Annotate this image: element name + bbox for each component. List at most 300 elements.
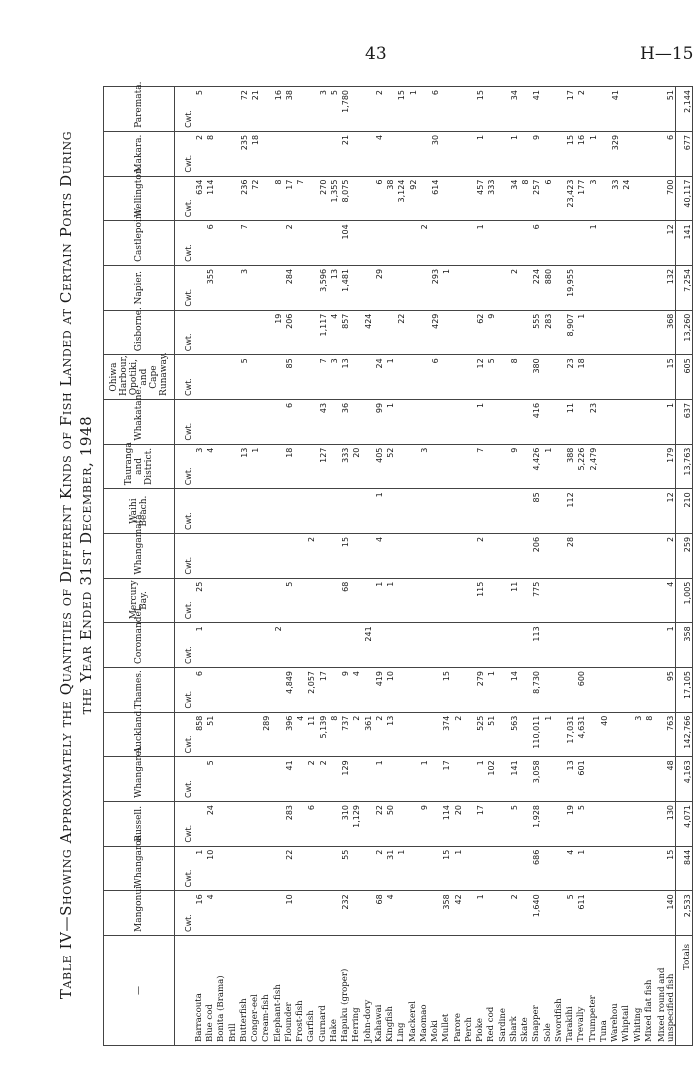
quantity-cell: 5 xyxy=(204,757,215,802)
quantity-cell: 17,031 xyxy=(564,712,575,757)
unit-cell: Cwt. xyxy=(175,623,193,668)
quantity-cell xyxy=(541,131,552,176)
quantity-cell xyxy=(395,265,406,310)
quantity-cell xyxy=(395,131,406,176)
quantity-cell xyxy=(361,757,372,802)
quantity-cell: 13 xyxy=(328,265,339,310)
quantity-cell xyxy=(418,265,429,310)
quantity-cell: 17 xyxy=(440,757,451,802)
port-header: Whangamata. xyxy=(104,533,175,578)
quantity-cell xyxy=(463,87,474,132)
quantity-cell xyxy=(519,87,530,132)
unit-row xyxy=(175,87,193,1046)
species-name: Garfish xyxy=(305,936,316,1046)
quantity-cell xyxy=(586,578,597,623)
table-row xyxy=(564,87,575,1046)
quantity-cell xyxy=(283,623,294,668)
total-cell: 677 xyxy=(676,131,693,176)
quantity-cell xyxy=(519,801,530,846)
quantity-cell xyxy=(643,757,654,802)
quantity-cell: 115 xyxy=(474,578,485,623)
quantity-cell: 355 xyxy=(204,265,215,310)
quantity-cell: 1 xyxy=(474,221,485,266)
quantity-cell: 329 xyxy=(609,131,620,176)
quantity-cell xyxy=(406,667,417,712)
total-cell: 4,071 xyxy=(676,801,693,846)
quantity-cell xyxy=(643,623,654,668)
quantity-cell xyxy=(418,891,429,936)
quantity-cell: 113 xyxy=(530,623,541,668)
quantity-cell xyxy=(609,355,620,400)
quantity-cell xyxy=(564,623,575,668)
quantity-cell xyxy=(643,489,654,534)
quantity-cell xyxy=(249,221,260,266)
quantity-cell xyxy=(496,355,507,400)
quantity-cell xyxy=(395,667,406,712)
quantity-cell xyxy=(373,221,384,266)
quantity-cell: 4,631 xyxy=(575,712,586,757)
quantity-cell xyxy=(508,489,519,534)
port-header: Mangonui. xyxy=(104,891,175,936)
quantity-cell xyxy=(193,355,204,400)
quantity-cell xyxy=(238,712,249,757)
quantity-cell xyxy=(204,355,215,400)
quantity-cell: 1 xyxy=(395,846,406,891)
species-name: Pioke xyxy=(474,936,485,1046)
quantity-cell: 1 xyxy=(575,846,586,891)
quantity-cell xyxy=(598,757,609,802)
quantity-cell: 13 xyxy=(564,757,575,802)
quantity-cell: 2 xyxy=(305,757,316,802)
quantity-cell: 18 xyxy=(249,131,260,176)
quantity-cell: 2,057 xyxy=(305,667,316,712)
quantity-cell: 3 xyxy=(316,87,327,132)
quantity-cell xyxy=(508,623,519,668)
quantity-cell xyxy=(384,310,395,355)
quantity-cell xyxy=(631,444,642,489)
quantity-cell: 8,730 xyxy=(530,667,541,712)
quantity-cell xyxy=(496,87,507,132)
quantity-cell xyxy=(586,87,597,132)
port-header: Paremata. xyxy=(104,87,175,132)
quantity-cell: 8 xyxy=(204,131,215,176)
quantity-cell: 92 xyxy=(406,176,417,221)
quantity-cell xyxy=(328,757,339,802)
quantity-cell xyxy=(643,221,654,266)
quantity-cell: 1,129 xyxy=(350,801,361,846)
quantity-cell xyxy=(249,578,260,623)
quantity-cell xyxy=(249,399,260,444)
quantity-cell: 95 xyxy=(654,667,676,712)
quantity-cell xyxy=(643,533,654,578)
species-name: Skate xyxy=(519,936,530,1046)
quantity-cell xyxy=(643,667,654,712)
species-name: Cream-fish xyxy=(260,936,271,1046)
quantity-cell xyxy=(305,355,316,400)
quantity-cell: 3,124 xyxy=(395,176,406,221)
quantity-cell xyxy=(226,578,237,623)
quantity-cell: 5 xyxy=(485,355,496,400)
quantity-cell xyxy=(226,310,237,355)
quantity-cell: 686 xyxy=(530,846,541,891)
quantity-cell xyxy=(350,221,361,266)
quantity-cell xyxy=(586,801,597,846)
quantity-cell: 333 xyxy=(485,176,496,221)
port-header: Auckland. xyxy=(104,712,175,757)
quantity-cell xyxy=(328,489,339,534)
quantity-cell: 4 xyxy=(294,712,305,757)
quantity-cell xyxy=(463,891,474,936)
quantity-cell xyxy=(339,623,350,668)
table-row xyxy=(283,87,294,1046)
quantity-cell xyxy=(361,444,372,489)
quantity-cell xyxy=(485,265,496,310)
quantity-cell xyxy=(215,623,226,668)
quantity-cell: 1 xyxy=(586,131,597,176)
quantity-cell xyxy=(609,310,620,355)
quantity-cell xyxy=(485,533,496,578)
quantity-cell xyxy=(553,221,564,266)
quantity-cell xyxy=(553,667,564,712)
quantity-cell xyxy=(350,265,361,310)
quantity-cell: 41 xyxy=(283,757,294,802)
quantity-cell: 41 xyxy=(609,87,620,132)
quantity-cell: 13 xyxy=(339,355,350,400)
quantity-cell xyxy=(541,221,552,266)
quantity-cell xyxy=(373,310,384,355)
quantity-cell: 2 xyxy=(508,891,519,936)
unit-cell: Cwt. xyxy=(175,533,193,578)
quantity-cell: 127 xyxy=(316,444,327,489)
quantity-cell: 8 xyxy=(519,176,530,221)
quantity-cell xyxy=(631,265,642,310)
quantity-cell: 3 xyxy=(238,265,249,310)
quantity-cell: 51 xyxy=(485,712,496,757)
quantity-cell xyxy=(586,757,597,802)
quantity-cell xyxy=(643,891,654,936)
quantity-cell: 857 xyxy=(339,310,350,355)
quantity-cell: 284 xyxy=(283,265,294,310)
quantity-cell xyxy=(204,533,215,578)
quantity-cell xyxy=(575,399,586,444)
table-row xyxy=(496,87,507,1046)
quantity-cell: 17 xyxy=(283,176,294,221)
quantity-cell xyxy=(249,712,260,757)
quantity-cell xyxy=(395,891,406,936)
quantity-cell xyxy=(395,578,406,623)
quantity-cell xyxy=(316,891,327,936)
quantity-cell xyxy=(440,355,451,400)
quantity-cell xyxy=(440,489,451,534)
quantity-cell xyxy=(361,355,372,400)
quantity-cell: 41 xyxy=(530,87,541,132)
quantity-cell xyxy=(406,265,417,310)
quantity-cell xyxy=(598,489,609,534)
quantity-cell: 1 xyxy=(474,891,485,936)
unit-cell: Cwt. xyxy=(175,310,193,355)
quantity-cell xyxy=(496,444,507,489)
quantity-cell: 22 xyxy=(373,801,384,846)
quantity-cell: 141 xyxy=(508,757,519,802)
quantity-cell: 19 xyxy=(564,801,575,846)
quantity-cell xyxy=(609,489,620,534)
quantity-cell: 601 xyxy=(575,757,586,802)
quantity-cell xyxy=(226,265,237,310)
quantity-cell xyxy=(361,489,372,534)
totals-label: Totals xyxy=(676,936,693,1046)
quantity-cell xyxy=(283,533,294,578)
species-name: Barracouta xyxy=(193,936,204,1046)
quantity-cell xyxy=(643,265,654,310)
quantity-cell: 1 xyxy=(384,578,395,623)
quantity-cell xyxy=(238,578,249,623)
quantity-cell xyxy=(451,757,462,802)
title-line-2: the Year Ended 31st December, 1948 xyxy=(77,415,95,715)
quantity-cell xyxy=(643,444,654,489)
quantity-cell: 380 xyxy=(530,355,541,400)
quantity-cell xyxy=(328,221,339,266)
quantity-cell xyxy=(316,221,327,266)
quantity-cell: 257 xyxy=(530,176,541,221)
quantity-cell xyxy=(406,891,417,936)
quantity-cell xyxy=(451,176,462,221)
quantity-cell xyxy=(260,221,271,266)
quantity-cell: 5 xyxy=(283,578,294,623)
quantity-cell xyxy=(361,891,372,936)
quantity-cell xyxy=(609,221,620,266)
unit-cell: Cwt. xyxy=(175,176,193,221)
quantity-cell xyxy=(418,131,429,176)
quantity-cell: 1,928 xyxy=(530,801,541,846)
quantity-cell xyxy=(260,533,271,578)
quantity-cell xyxy=(260,265,271,310)
table-row xyxy=(586,87,597,1046)
quantity-cell xyxy=(384,533,395,578)
quantity-cell: 52 xyxy=(384,444,395,489)
quantity-cell xyxy=(620,533,631,578)
total-cell: 40,117 xyxy=(676,176,693,221)
page-number: 43 xyxy=(365,44,387,64)
quantity-cell: 48 xyxy=(654,757,676,802)
quantity-cell xyxy=(361,176,372,221)
quantity-cell: 50 xyxy=(384,801,395,846)
quantity-cell: 16 xyxy=(271,87,282,132)
species-name: Swordfish xyxy=(553,936,564,1046)
quantity-cell xyxy=(508,399,519,444)
quantity-cell xyxy=(328,623,339,668)
quantity-cell xyxy=(631,801,642,846)
quantity-cell xyxy=(429,846,440,891)
quantity-cell xyxy=(519,221,530,266)
quantity-cell: 24 xyxy=(204,801,215,846)
quantity-cell: 2 xyxy=(418,221,429,266)
quantity-cell xyxy=(463,578,474,623)
quantity-cell xyxy=(249,846,260,891)
unit-cell: Cwt. xyxy=(175,265,193,310)
quantity-cell: 232 xyxy=(339,891,350,936)
quantity-cell xyxy=(451,131,462,176)
quantity-cell xyxy=(215,667,226,712)
species-name: Moki xyxy=(429,936,440,1046)
quantity-cell: 72 xyxy=(249,176,260,221)
quantity-cell: 85 xyxy=(530,489,541,534)
quantity-cell: 235 xyxy=(238,131,249,176)
quantity-cell: 5,139 xyxy=(316,712,327,757)
quantity-cell: 21 xyxy=(339,131,350,176)
quantity-cell xyxy=(451,399,462,444)
quantity-cell xyxy=(553,310,564,355)
quantity-cell xyxy=(249,801,260,846)
quantity-cell: 1 xyxy=(508,131,519,176)
quantity-cell xyxy=(451,221,462,266)
quantity-cell xyxy=(440,533,451,578)
quantity-cell: 9 xyxy=(418,801,429,846)
quantity-cell xyxy=(294,355,305,400)
quantity-cell xyxy=(429,578,440,623)
quantity-cell xyxy=(418,578,429,623)
quantity-cell xyxy=(350,533,361,578)
quantity-cell xyxy=(519,131,530,176)
total-cell: 1,005 xyxy=(676,578,693,623)
quantity-cell: 85 xyxy=(283,355,294,400)
quantity-cell: 55 xyxy=(339,846,350,891)
quantity-cell xyxy=(193,221,204,266)
quantity-cell: 9 xyxy=(485,310,496,355)
quantity-cell xyxy=(350,578,361,623)
quantity-cell: 555 xyxy=(530,310,541,355)
unit-cell: Cwt. xyxy=(175,846,193,891)
quantity-cell xyxy=(406,623,417,668)
quantity-cell xyxy=(260,355,271,400)
quantity-cell xyxy=(226,623,237,668)
quantity-cell xyxy=(519,623,530,668)
table-row xyxy=(361,87,372,1046)
quantity-cell xyxy=(215,891,226,936)
quantity-cell: 7 xyxy=(294,176,305,221)
quantity-cell xyxy=(260,757,271,802)
quantity-cell xyxy=(496,801,507,846)
quantity-cell xyxy=(226,176,237,221)
quantity-cell xyxy=(350,399,361,444)
quantity-cell: 5 xyxy=(564,891,575,936)
quantity-cell xyxy=(215,355,226,400)
total-cell: 2,533 xyxy=(676,891,693,936)
quantity-cell xyxy=(215,399,226,444)
quantity-cell: 38 xyxy=(384,176,395,221)
quantity-cell: 22 xyxy=(283,846,294,891)
quantity-cell xyxy=(553,846,564,891)
quantity-cell: 4 xyxy=(350,667,361,712)
quantity-cell: 18 xyxy=(283,444,294,489)
table-row xyxy=(654,87,676,1046)
quantity-cell xyxy=(485,87,496,132)
quantity-cell xyxy=(429,801,440,846)
quantity-cell xyxy=(598,533,609,578)
quantity-cell xyxy=(485,131,496,176)
quantity-cell: 310 xyxy=(339,801,350,846)
table-row xyxy=(575,87,586,1046)
quantity-cell: 68 xyxy=(373,891,384,936)
quantity-cell: 114 xyxy=(204,176,215,221)
unit-cell: Cwt. xyxy=(175,801,193,846)
quantity-cell xyxy=(238,757,249,802)
quantity-cell xyxy=(395,757,406,802)
quantity-cell xyxy=(586,355,597,400)
quantity-cell: 15 xyxy=(564,131,575,176)
quantity-cell xyxy=(609,444,620,489)
quantity-cell: 6 xyxy=(429,355,440,400)
quantity-cell xyxy=(451,667,462,712)
table-row xyxy=(631,87,642,1046)
quantity-cell xyxy=(643,355,654,400)
quantity-cell xyxy=(260,667,271,712)
quantity-cell xyxy=(553,355,564,400)
quantity-cell: 1 xyxy=(384,355,395,400)
quantity-cell: 28 xyxy=(564,533,575,578)
quantity-cell xyxy=(620,399,631,444)
quantity-cell xyxy=(204,399,215,444)
quantity-cell: 206 xyxy=(283,310,294,355)
quantity-cell xyxy=(294,489,305,534)
quantity-cell xyxy=(361,265,372,310)
quantity-cell xyxy=(485,444,496,489)
quantity-cell: 21 xyxy=(249,87,260,132)
quantity-cell: 2 xyxy=(474,533,485,578)
quantity-cell: 8 xyxy=(508,355,519,400)
fish-landings-table-wrapper xyxy=(103,81,693,1046)
quantity-cell xyxy=(631,131,642,176)
quantity-cell xyxy=(631,489,642,534)
quantity-cell xyxy=(463,131,474,176)
quantity-cell: 1 xyxy=(373,578,384,623)
port-header: Whakatane. xyxy=(104,399,175,444)
quantity-cell xyxy=(271,399,282,444)
quantity-cell xyxy=(541,87,552,132)
total-cell: 637 xyxy=(676,399,693,444)
quantity-cell: 2 xyxy=(316,757,327,802)
quantity-cell xyxy=(350,176,361,221)
quantity-cell xyxy=(294,846,305,891)
quantity-cell: 110,011 xyxy=(530,712,541,757)
quantity-cell xyxy=(215,846,226,891)
quantity-cell xyxy=(541,891,552,936)
quantity-cell: 3 xyxy=(586,176,597,221)
quantity-cell xyxy=(215,578,226,623)
species-name: Mixed flat fish xyxy=(643,936,654,1046)
quantity-cell: 3,596 xyxy=(316,265,327,310)
quantity-cell xyxy=(541,846,552,891)
quantity-cell xyxy=(586,891,597,936)
quantity-cell xyxy=(271,355,282,400)
quantity-cell: 2 xyxy=(305,533,316,578)
quantity-cell xyxy=(463,712,474,757)
quantity-cell xyxy=(316,533,327,578)
quantity-cell xyxy=(598,444,609,489)
quantity-cell: 634 xyxy=(193,176,204,221)
quantity-cell xyxy=(519,265,530,310)
quantity-cell xyxy=(249,533,260,578)
quantity-cell xyxy=(553,265,564,310)
table-row xyxy=(553,87,564,1046)
quantity-cell xyxy=(418,87,429,132)
port-header: Ohiwa Harbour, Opotiki, and Cape Runaway. xyxy=(104,355,175,400)
quantity-cell xyxy=(204,310,215,355)
totals-row xyxy=(676,87,693,1046)
quantity-cell xyxy=(519,667,530,712)
quantity-cell xyxy=(620,712,631,757)
quantity-cell: 132 xyxy=(654,265,676,310)
quantity-cell xyxy=(215,712,226,757)
